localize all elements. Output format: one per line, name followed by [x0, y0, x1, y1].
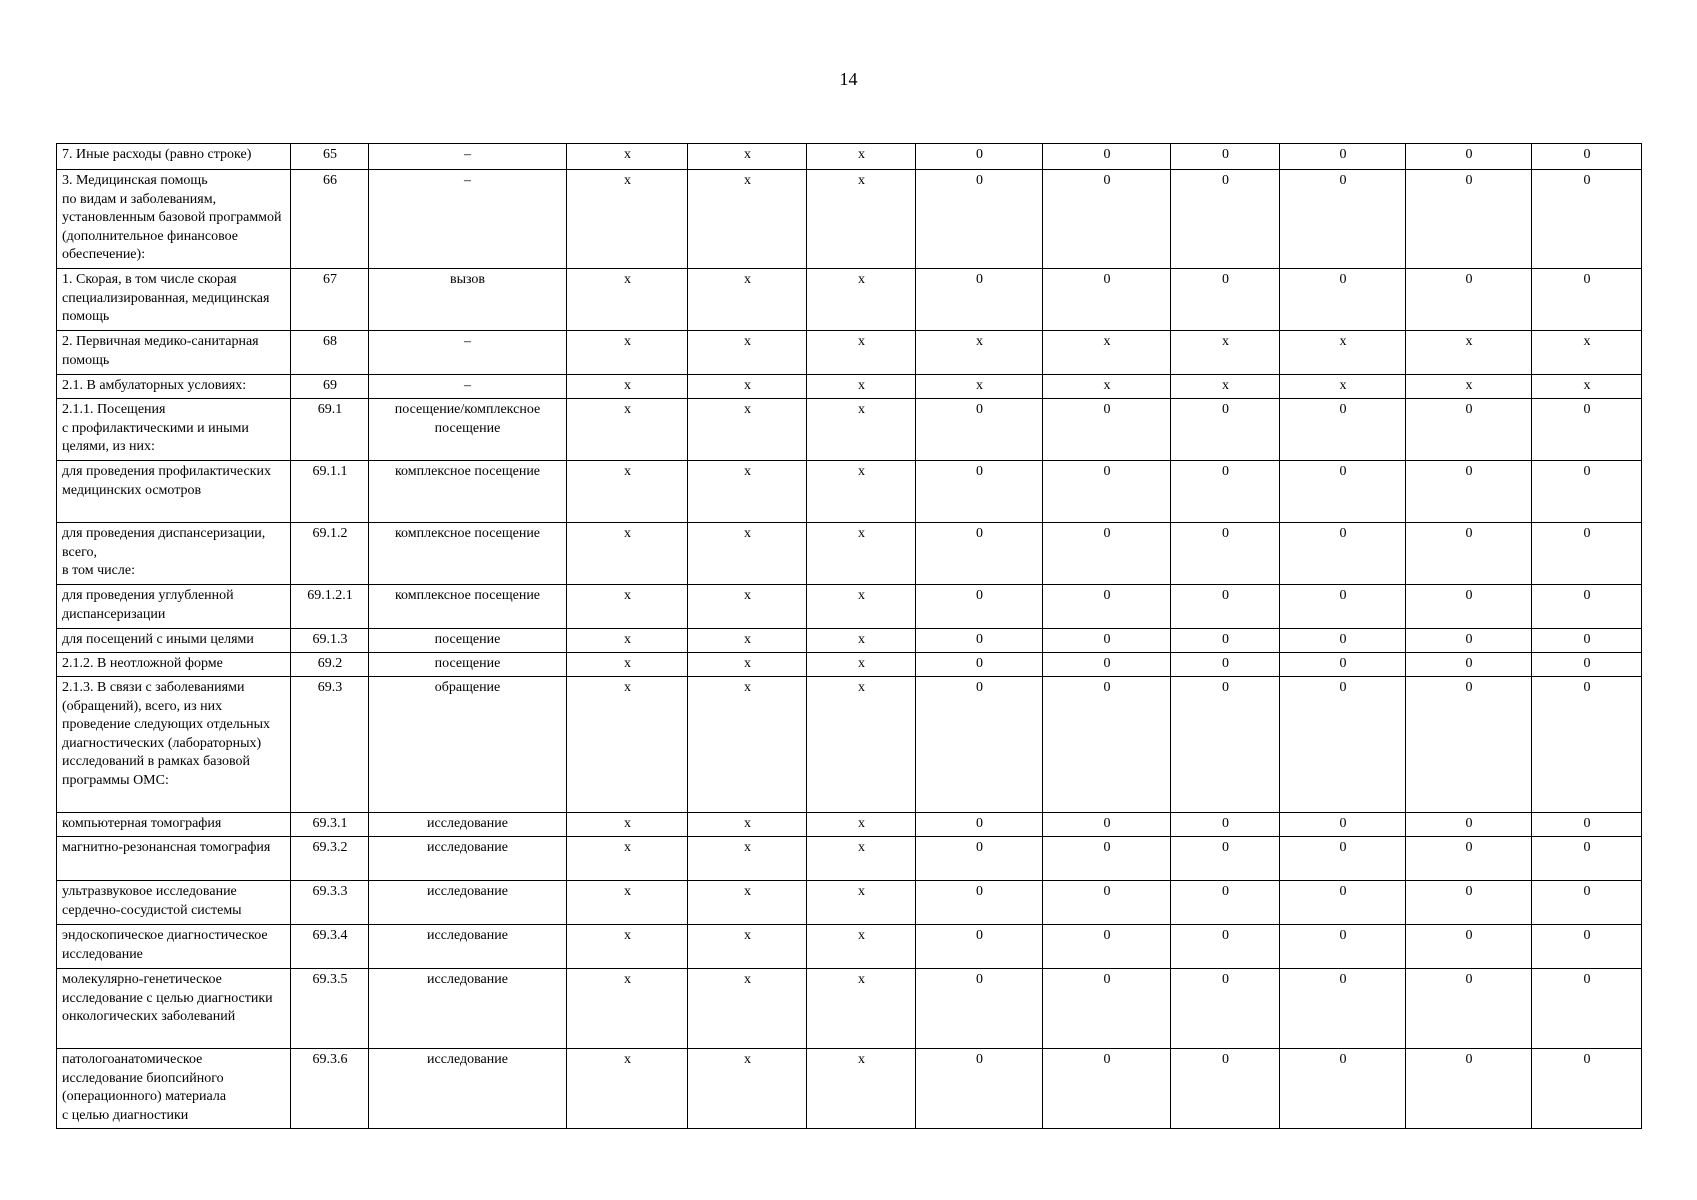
table-row: [57, 170, 1642, 269]
row-value-cell: х: [688, 925, 807, 969]
row-value-cell: 0: [916, 461, 1043, 523]
row-value-cell: 0: [1171, 399, 1280, 461]
row-value-cell: х: [1171, 375, 1280, 399]
table-row: [57, 837, 1642, 881]
row-value-cell: 0: [1043, 925, 1171, 969]
row-value-cell: 0: [1406, 653, 1532, 677]
row-value-cell: х: [688, 144, 807, 170]
row-value-cell: х: [807, 399, 916, 461]
row-name: 7. Иные расходы (равно строке): [57, 144, 291, 170]
row-value-cell: 0: [1043, 523, 1171, 585]
row-unit: комплексное посещение: [369, 523, 567, 585]
row-name: 2. Первичная медико-санитарная помощь: [57, 331, 291, 375]
table-row: [57, 585, 1642, 629]
row-value-cell: 0: [1171, 170, 1280, 269]
row-value-cell: 0: [1406, 677, 1532, 813]
table-row: [57, 925, 1642, 969]
row-value-cell: 0: [1043, 1049, 1171, 1129]
row-value-cell: х: [807, 170, 916, 269]
row-value-cell: 0: [916, 170, 1043, 269]
row-value-cell: 0: [1406, 461, 1532, 523]
row-value-cell: 0: [1406, 1049, 1532, 1129]
row-value-cell: 0: [1171, 144, 1280, 170]
row-value-cell: 0: [1406, 837, 1532, 881]
row-value-cell: 0: [1280, 653, 1406, 677]
row-value-cell: х: [567, 170, 688, 269]
row-code: 69.1.3: [291, 629, 369, 653]
row-value-cell: 0: [1406, 925, 1532, 969]
row-name: 1. Скорая, в том числе скорая специализированная, медицинская помощь: [57, 269, 291, 331]
row-value-cell: 0: [1280, 969, 1406, 1049]
row-value-cell: х: [567, 653, 688, 677]
row-value-cell: х: [688, 269, 807, 331]
row-value-cell: х: [807, 269, 916, 331]
row-value-cell: 0: [1043, 969, 1171, 1049]
row-value-cell: 0: [1406, 629, 1532, 653]
row-name: патологоанатомическое исследование биопсийного (операционного) материала с целью диагностики: [57, 1049, 291, 1129]
row-value-cell: 0: [1280, 523, 1406, 585]
row-value-cell: х: [807, 461, 916, 523]
row-value-cell: х: [1532, 331, 1642, 375]
row-value-cell: 0: [1043, 881, 1171, 925]
row-value-cell: 0: [1171, 461, 1280, 523]
table-row: [57, 523, 1642, 585]
row-value-cell: 0: [1171, 969, 1280, 1049]
row-value-cell: 0: [1280, 269, 1406, 331]
row-value-cell: 0: [1406, 269, 1532, 331]
row-value-cell: 0: [1406, 813, 1532, 837]
row-value-cell: 0: [1171, 925, 1280, 969]
row-value-cell: х: [688, 881, 807, 925]
table-row: [57, 375, 1642, 399]
row-value-cell: х: [567, 523, 688, 585]
row-value-cell: 0: [1171, 585, 1280, 629]
row-value-cell: 0: [1280, 837, 1406, 881]
row-value-cell: 0: [1280, 629, 1406, 653]
row-value-cell: х: [1406, 375, 1532, 399]
row-value-cell: 0: [1280, 585, 1406, 629]
row-value-cell: 0: [1280, 461, 1406, 523]
row-name: 2.1.2. В неотложной форме: [57, 653, 291, 677]
row-value-cell: 0: [916, 925, 1043, 969]
row-unit: обращение: [369, 677, 567, 813]
row-value-cell: 0: [916, 677, 1043, 813]
row-value-cell: 0: [1280, 677, 1406, 813]
row-value-cell: х: [567, 375, 688, 399]
row-code: 69.3.2: [291, 837, 369, 881]
row-value-cell: х: [807, 523, 916, 585]
row-unit: исследование: [369, 925, 567, 969]
row-value-cell: 0: [1280, 170, 1406, 269]
row-value-cell: 0: [1406, 881, 1532, 925]
row-value-cell: х: [807, 331, 916, 375]
row-value-cell: 0: [1043, 170, 1171, 269]
row-value-cell: х: [807, 925, 916, 969]
row-value-cell: х: [807, 837, 916, 881]
row-code: 67: [291, 269, 369, 331]
row-unit: вызов: [369, 269, 567, 331]
row-value-cell: х: [567, 837, 688, 881]
row-value-cell: 0: [1043, 629, 1171, 653]
row-value-cell: 0: [1532, 461, 1642, 523]
row-name: 2.1. В амбулаторных условиях:: [57, 375, 291, 399]
row-value-cell: 0: [1043, 837, 1171, 881]
row-value-cell: 0: [1406, 585, 1532, 629]
row-unit: исследование: [369, 837, 567, 881]
row-value-cell: 0: [1171, 1049, 1280, 1129]
row-code: 69.1.2.1: [291, 585, 369, 629]
row-value-cell: х: [807, 1049, 916, 1129]
row-value-cell: х: [567, 813, 688, 837]
row-value-cell: 0: [1532, 925, 1642, 969]
row-value-cell: х: [807, 653, 916, 677]
row-code: 69: [291, 375, 369, 399]
row-name: магнитно-резонансная томография: [57, 837, 291, 881]
row-name: 2.1.3. В связи с заболеваниями (обращений), всего, из них проведение следующих отдельных диагностических (лабораторных) исследований в рамках базовой программы ОМС:: [57, 677, 291, 813]
row-value-cell: 0: [1043, 653, 1171, 677]
row-name: для проведения профилактических медицинских осмотров: [57, 461, 291, 523]
row-unit: комплексное посещение: [369, 585, 567, 629]
row-value-cell: 0: [916, 837, 1043, 881]
row-code: 69.3.5: [291, 969, 369, 1049]
row-unit: посещение: [369, 629, 567, 653]
row-value-cell: х: [1171, 331, 1280, 375]
row-value-cell: 0: [1406, 523, 1532, 585]
row-value-cell: 0: [1406, 170, 1532, 269]
row-value-cell: 0: [1043, 585, 1171, 629]
row-value-cell: 0: [1171, 653, 1280, 677]
row-unit: –: [369, 170, 567, 269]
row-value-cell: 0: [916, 881, 1043, 925]
row-value-cell: х: [567, 144, 688, 170]
row-value-cell: 0: [1043, 813, 1171, 837]
row-name: 3. Медицинская помощь по видам и заболеваниям, установленным базовой программой (дополнительное финансовое обеспечение):: [57, 170, 291, 269]
row-value-cell: 0: [916, 399, 1043, 461]
row-value-cell: х: [567, 461, 688, 523]
row-value-cell: 0: [1280, 881, 1406, 925]
row-value-cell: х: [567, 1049, 688, 1129]
row-value-cell: 0: [1171, 837, 1280, 881]
row-name: для проведения диспансеризации, всего, в том числе:: [57, 523, 291, 585]
row-value-cell: х: [688, 837, 807, 881]
row-value-cell: х: [916, 331, 1043, 375]
row-value-cell: х: [567, 969, 688, 1049]
row-code: 69.2: [291, 653, 369, 677]
table-row: [57, 461, 1642, 523]
row-value-cell: 0: [1532, 144, 1642, 170]
table-row: [57, 677, 1642, 813]
table-row: [57, 653, 1642, 677]
row-value-cell: 0: [1406, 144, 1532, 170]
row-value-cell: х: [567, 399, 688, 461]
row-value-cell: 0: [1171, 523, 1280, 585]
row-name: молекулярно-генетическое исследование с целью диагностики онкологических заболеваний: [57, 969, 291, 1049]
row-value-cell: х: [807, 813, 916, 837]
row-unit: –: [369, 144, 567, 170]
row-value-cell: 0: [1171, 881, 1280, 925]
row-value-cell: 0: [1171, 813, 1280, 837]
row-value-cell: 0: [916, 1049, 1043, 1129]
row-unit: комплексное посещение: [369, 461, 567, 523]
row-value-cell: 0: [1532, 629, 1642, 653]
row-value-cell: х: [688, 461, 807, 523]
row-code: 69.3.4: [291, 925, 369, 969]
row-value-cell: 0: [1280, 925, 1406, 969]
row-value-cell: 0: [1043, 399, 1171, 461]
row-value-cell: х: [688, 585, 807, 629]
row-value-cell: х: [567, 677, 688, 813]
row-unit: –: [369, 375, 567, 399]
row-value-cell: 0: [1532, 170, 1642, 269]
row-value-cell: х: [567, 585, 688, 629]
row-value-cell: х: [1532, 375, 1642, 399]
row-code: 69.1.2: [291, 523, 369, 585]
row-value-cell: 0: [1043, 461, 1171, 523]
row-value-cell: х: [567, 331, 688, 375]
row-unit: посещение: [369, 653, 567, 677]
row-value-cell: х: [688, 969, 807, 1049]
row-code: 69.3.1: [291, 813, 369, 837]
row-code: 69.1: [291, 399, 369, 461]
table-row: [57, 881, 1642, 925]
row-value-cell: 0: [1532, 585, 1642, 629]
row-value-cell: 0: [1406, 969, 1532, 1049]
row-name: 2.1.1. Посещения с профилактическими и иными целями, из них:: [57, 399, 291, 461]
row-unit: исследование: [369, 969, 567, 1049]
row-value-cell: 0: [1043, 269, 1171, 331]
row-value-cell: 0: [1532, 813, 1642, 837]
row-name: эндоскопическое диагностическое исследование: [57, 925, 291, 969]
row-value-cell: х: [1280, 375, 1406, 399]
row-value-cell: 0: [1280, 813, 1406, 837]
row-value-cell: 0: [916, 653, 1043, 677]
row-value-cell: 0: [916, 523, 1043, 585]
row-value-cell: х: [1043, 375, 1171, 399]
row-value-cell: 0: [1532, 837, 1642, 881]
table-row: [57, 399, 1642, 461]
row-value-cell: 0: [916, 269, 1043, 331]
row-code: 69.3.3: [291, 881, 369, 925]
row-value-cell: 0: [1532, 969, 1642, 1049]
row-value-cell: х: [807, 881, 916, 925]
row-name: ультразвуковое исследование сердечно-сосудистой системы: [57, 881, 291, 925]
row-name: для посещений с иными целями: [57, 629, 291, 653]
row-code: 66: [291, 170, 369, 269]
table-row: [57, 813, 1642, 837]
row-value-cell: х: [688, 653, 807, 677]
row-value-cell: 0: [1532, 677, 1642, 813]
row-code: 68: [291, 331, 369, 375]
row-value-cell: х: [688, 523, 807, 585]
page-number: 14: [839, 69, 858, 89]
row-unit: посещение/комплексное посещение: [369, 399, 567, 461]
table-row: [57, 144, 1642, 170]
row-value-cell: х: [807, 677, 916, 813]
row-value-cell: 0: [1280, 399, 1406, 461]
row-value-cell: 0: [1532, 269, 1642, 331]
row-value-cell: х: [688, 399, 807, 461]
row-value-cell: х: [688, 677, 807, 813]
row-name: для проведения углубленной диспансеризации: [57, 585, 291, 629]
data-table: [56, 143, 1642, 1129]
row-unit: –: [369, 331, 567, 375]
row-value-cell: 0: [1532, 653, 1642, 677]
row-value-cell: 0: [1171, 629, 1280, 653]
row-code: 69.3.6: [291, 1049, 369, 1129]
table-row: [57, 331, 1642, 375]
row-value-cell: х: [807, 375, 916, 399]
row-value-cell: х: [688, 375, 807, 399]
row-value-cell: 0: [916, 629, 1043, 653]
row-value-cell: 0: [1280, 144, 1406, 170]
row-value-cell: х: [567, 925, 688, 969]
row-value-cell: 0: [916, 144, 1043, 170]
table-row: [57, 629, 1642, 653]
row-value-cell: х: [567, 269, 688, 331]
row-value-cell: х: [567, 629, 688, 653]
row-code: 65: [291, 144, 369, 170]
row-value-cell: 0: [916, 813, 1043, 837]
row-code: 69.1.1: [291, 461, 369, 523]
row-value-cell: х: [1280, 331, 1406, 375]
row-value-cell: х: [688, 170, 807, 269]
table-row: [57, 269, 1642, 331]
row-unit: исследование: [369, 813, 567, 837]
row-value-cell: 0: [1280, 1049, 1406, 1129]
row-value-cell: х: [807, 144, 916, 170]
row-value-cell: х: [688, 331, 807, 375]
row-value-cell: х: [567, 881, 688, 925]
row-code: 69.3: [291, 677, 369, 813]
row-value-cell: 0: [1171, 677, 1280, 813]
row-value-cell: 0: [1532, 399, 1642, 461]
row-value-cell: х: [807, 629, 916, 653]
row-value-cell: х: [688, 629, 807, 653]
row-unit: исследование: [369, 881, 567, 925]
row-value-cell: х: [916, 375, 1043, 399]
row-value-cell: х: [807, 969, 916, 1049]
row-value-cell: х: [688, 813, 807, 837]
row-name: компьютерная томография: [57, 813, 291, 837]
row-value-cell: х: [1043, 331, 1171, 375]
row-value-cell: х: [807, 585, 916, 629]
row-value-cell: 0: [1532, 1049, 1642, 1129]
table-row: [57, 1049, 1642, 1129]
row-value-cell: 0: [916, 969, 1043, 1049]
row-value-cell: 0: [1532, 881, 1642, 925]
row-value-cell: х: [1406, 331, 1532, 375]
row-value-cell: 0: [1532, 523, 1642, 585]
row-value-cell: 0: [916, 585, 1043, 629]
row-value-cell: 0: [1043, 677, 1171, 813]
row-unit: исследование: [369, 1049, 567, 1129]
row-value-cell: х: [688, 1049, 807, 1129]
row-value-cell: 0: [1171, 269, 1280, 331]
table-row: [57, 969, 1642, 1049]
row-value-cell: 0: [1406, 399, 1532, 461]
row-value-cell: 0: [1043, 144, 1171, 170]
